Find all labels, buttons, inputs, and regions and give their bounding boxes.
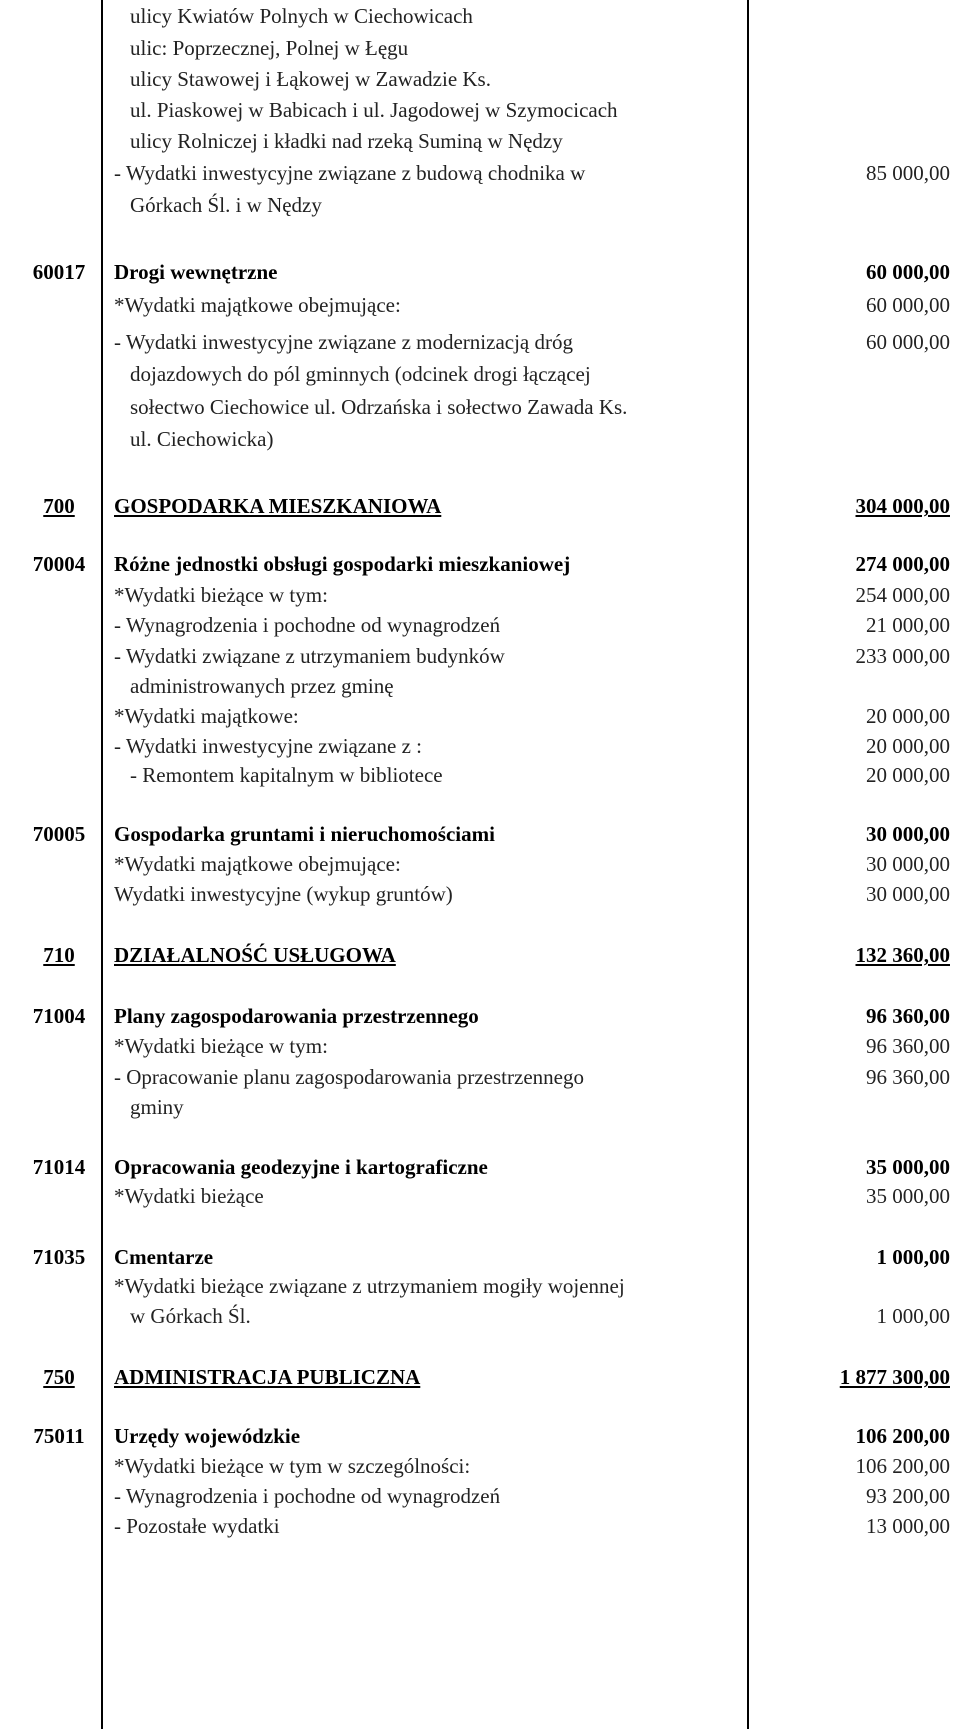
row-code: 710 [43,943,75,967]
row-description: *Wydatki bieżące w tym: [114,583,328,607]
row-amount: 106 200,00 [855,1454,950,1478]
row-amount: 85 000,00 [866,161,950,185]
row-description: *Wydatki majątkowe obejmujące: [114,852,401,876]
row-amount: 60 000,00 [866,293,950,317]
row-code: 71004 [32,1004,86,1028]
row-amount: 35 000,00 [866,1184,950,1208]
row-amount: 21 000,00 [866,613,950,637]
row-amount: 30 000,00 [866,882,950,906]
row-description: Plany zagospodarowania przestrzennego [114,1004,479,1028]
row-code: 60017 [32,260,86,284]
row-amount: 20 000,00 [866,763,950,787]
row-amount: 20 000,00 [866,704,950,728]
row-amount: 60 000,00 [866,260,950,284]
row-description: administrowanych przez gminę [130,674,394,698]
row-description: ulic: Poprzecznej, Polnej w Łęgu [130,36,409,60]
row-description: - Opracowanie planu zagospodarowania przestrzennego [114,1065,584,1089]
row-description: *Wydatki majątkowe: [114,704,299,728]
row-amount: 274 000,00 [855,552,950,576]
row-description: gminy [130,1095,184,1119]
row-amount: 96 360,00 [866,1004,950,1028]
row-amount: 96 360,00 [866,1034,950,1058]
row-description: - Wynagrodzenia i pochodne od wynagrodzeń [114,1484,501,1508]
row-description: ulicy Stawowej i Łąkowej w Zawadzie Ks. [130,67,491,91]
row-description: sołectwo Ciechowice ul. Odrzańska i sołectwo Zawada Ks. [130,395,628,419]
row-description: Różne jednostki obsługi gospodarki mieszkaniowej [114,552,571,576]
row-description: Urzędy wojewódzkie [114,1424,301,1448]
row-description: *Wydatki bieżące w tym w szczególności: [114,1454,471,1478]
column-divider-right [747,0,749,1729]
row-code: 70005 [32,822,86,846]
row-amount: 1 000,00 [876,1304,950,1328]
row-description: *Wydatki bieżące związane z utrzymaniem mogiły wojennej [114,1274,625,1298]
row-amount: 35 000,00 [866,1155,950,1179]
row-amount: 233 000,00 [855,644,950,668]
row-amount: 106 200,00 [855,1424,950,1448]
row-description: - Pozostałe wydatki [114,1514,280,1538]
row-description: *Wydatki majątkowe obejmujące: [114,293,401,317]
row-description: dojazdowych do pól gminnych (odcinek drogi łączącej [130,362,591,386]
row-description: ulicy Kwiatów Polnych w Ciechowicach [130,4,473,28]
row-code: 71035 [32,1245,86,1269]
row-amount: 304 000,00 [855,494,950,518]
row-description: Drogi wewnętrzne [114,260,278,284]
row-amount: 1 877 300,00 [839,1365,950,1389]
row-code: 750 [43,1365,75,1389]
row-description: Górkach Śl. i w Nędzy [130,193,322,217]
row-description: - Wydatki inwestycyjne związane z budową chodnika w [114,161,586,185]
row-amount: 30 000,00 [866,822,950,846]
row-description: ulicy Rolniczej i kładki nad rzeką Suminą w Nędzy [130,129,563,153]
row-description: *Wydatki bieżące w tym: [114,1034,328,1058]
row-code: 75011 [33,1424,85,1448]
row-description: DZIAŁALNOŚĆ USŁUGOWA [114,943,396,967]
row-amount: 60 000,00 [866,330,950,354]
row-description: Opracowania geodezyjne i kartograficzne [114,1155,488,1179]
row-amount: 13 000,00 [866,1514,950,1538]
column-divider-left [101,0,103,1729]
row-amount: 93 200,00 [866,1484,950,1508]
row-description: - Wydatki związane z utrzymaniem budynków [114,644,505,668]
row-code: 70004 [32,552,86,576]
row-amount: 96 360,00 [866,1065,950,1089]
row-amount: 1 000,00 [876,1245,950,1269]
row-description: *Wydatki bieżące [114,1184,264,1208]
row-description: - Wydatki inwestycyjne związane z : [114,734,422,758]
row-amount: 20 000,00 [866,734,950,758]
row-code: 700 [43,494,75,518]
row-description: - Wynagrodzenia i pochodne od wynagrodzeń [114,613,501,637]
row-amount: 254 000,00 [855,583,950,607]
row-description: ul. Piaskowej w Babicach i ul. Jagodowej w Szymocicach [130,98,618,122]
row-amount: 132 360,00 [855,943,950,967]
row-description: ADMINISTRACJA PUBLICZNA [114,1365,421,1389]
row-description: GOSPODARKA MIESZKANIOWA [114,494,442,518]
row-description: - Wydatki inwestycyjne związane z modernizacją dróg [114,330,573,354]
row-description: Wydatki inwestycyjne (wykup gruntów) [114,882,453,906]
row-description: Gospodarka gruntami i nieruchomościami [114,822,495,846]
row-code: 71014 [32,1155,86,1179]
row-description: - Remontem kapitalnym w bibliotece [130,763,443,787]
row-description: Cmentarze [114,1245,214,1269]
row-amount: 30 000,00 [866,852,950,876]
row-description: w Górkach Śl. [130,1304,251,1328]
row-description: ul. Ciechowicka) [130,427,274,451]
